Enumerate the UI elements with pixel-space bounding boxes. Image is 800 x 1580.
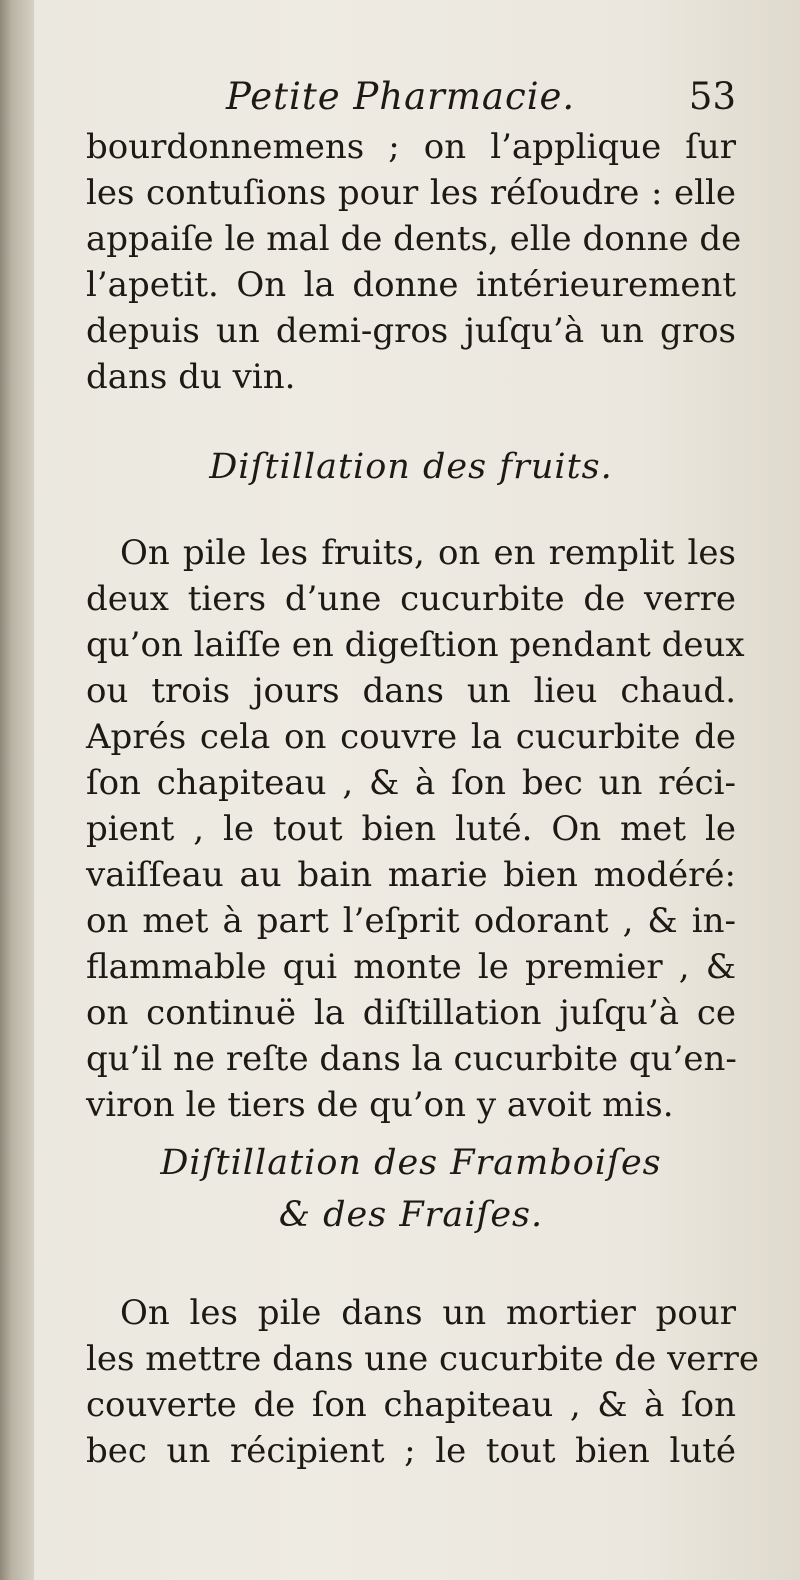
text-line: les mettre dans une cucurbite de verre <box>86 1339 760 1379</box>
text-line: dans du vin. <box>86 357 296 397</box>
text-line: On pile les fruits, on en remplit les <box>120 533 736 573</box>
section-heading: Diſtillation des Framboiſes <box>160 1143 662 1183</box>
text-line: viron le tiers de qu’on y avoit mis. <box>86 1085 674 1125</box>
page-spine-shadow <box>0 0 34 1580</box>
text-line: appaiſe le mal de dents, elle donne de <box>86 219 742 259</box>
running-title: Petite Pharmacie. <box>226 75 576 118</box>
text-line: Aprés cela on couvre la cucurbite de <box>86 717 736 757</box>
text-line: ſon chapiteau , & à ſon bec un réci- <box>86 763 736 803</box>
section-heading: & des Fraiſes. <box>278 1195 544 1235</box>
text-line: depuis un demi-gros juſqu’à un gros <box>86 311 736 351</box>
text-line: ou trois jours dans un lieu chaud. <box>86 671 736 711</box>
text-line: on continuë la diſtillation juſqu’à ce <box>86 993 736 1033</box>
text-line: vaiſſeau au bain marie bien modéré: <box>86 855 736 895</box>
text-line: flammable qui monte le premier , & <box>86 947 736 987</box>
page-number: 53 <box>688 75 736 118</box>
text-line: bec un récipient ; le tout bien luté <box>86 1431 736 1471</box>
text-line: deux tiers d’une cucurbite de verre <box>86 579 736 619</box>
text-line: l’apetit. On la donne intérieurement <box>86 265 736 305</box>
text-line: couverte de ſon chapiteau , & à ſon <box>86 1385 736 1425</box>
page-header <box>86 72 736 122</box>
section-heading: Diſtillation des fruits. <box>209 447 613 487</box>
text-line: les contuſions pour les réſoudre : elle <box>86 173 736 213</box>
text-line: qu’il ne reſte dans la cucurbite qu’en- <box>86 1039 737 1079</box>
text-line: qu’on laiſſe en digeſtion pendant deux <box>86 625 745 665</box>
text-line: bourdonnemens ; on l’applique ſur <box>86 127 736 167</box>
text-line: On les pile dans un mortier pour <box>120 1293 736 1333</box>
text-line: on met à part l’eſprit odorant , & in- <box>86 901 736 941</box>
text-line: pient , le tout bien luté. On met le <box>86 809 736 849</box>
